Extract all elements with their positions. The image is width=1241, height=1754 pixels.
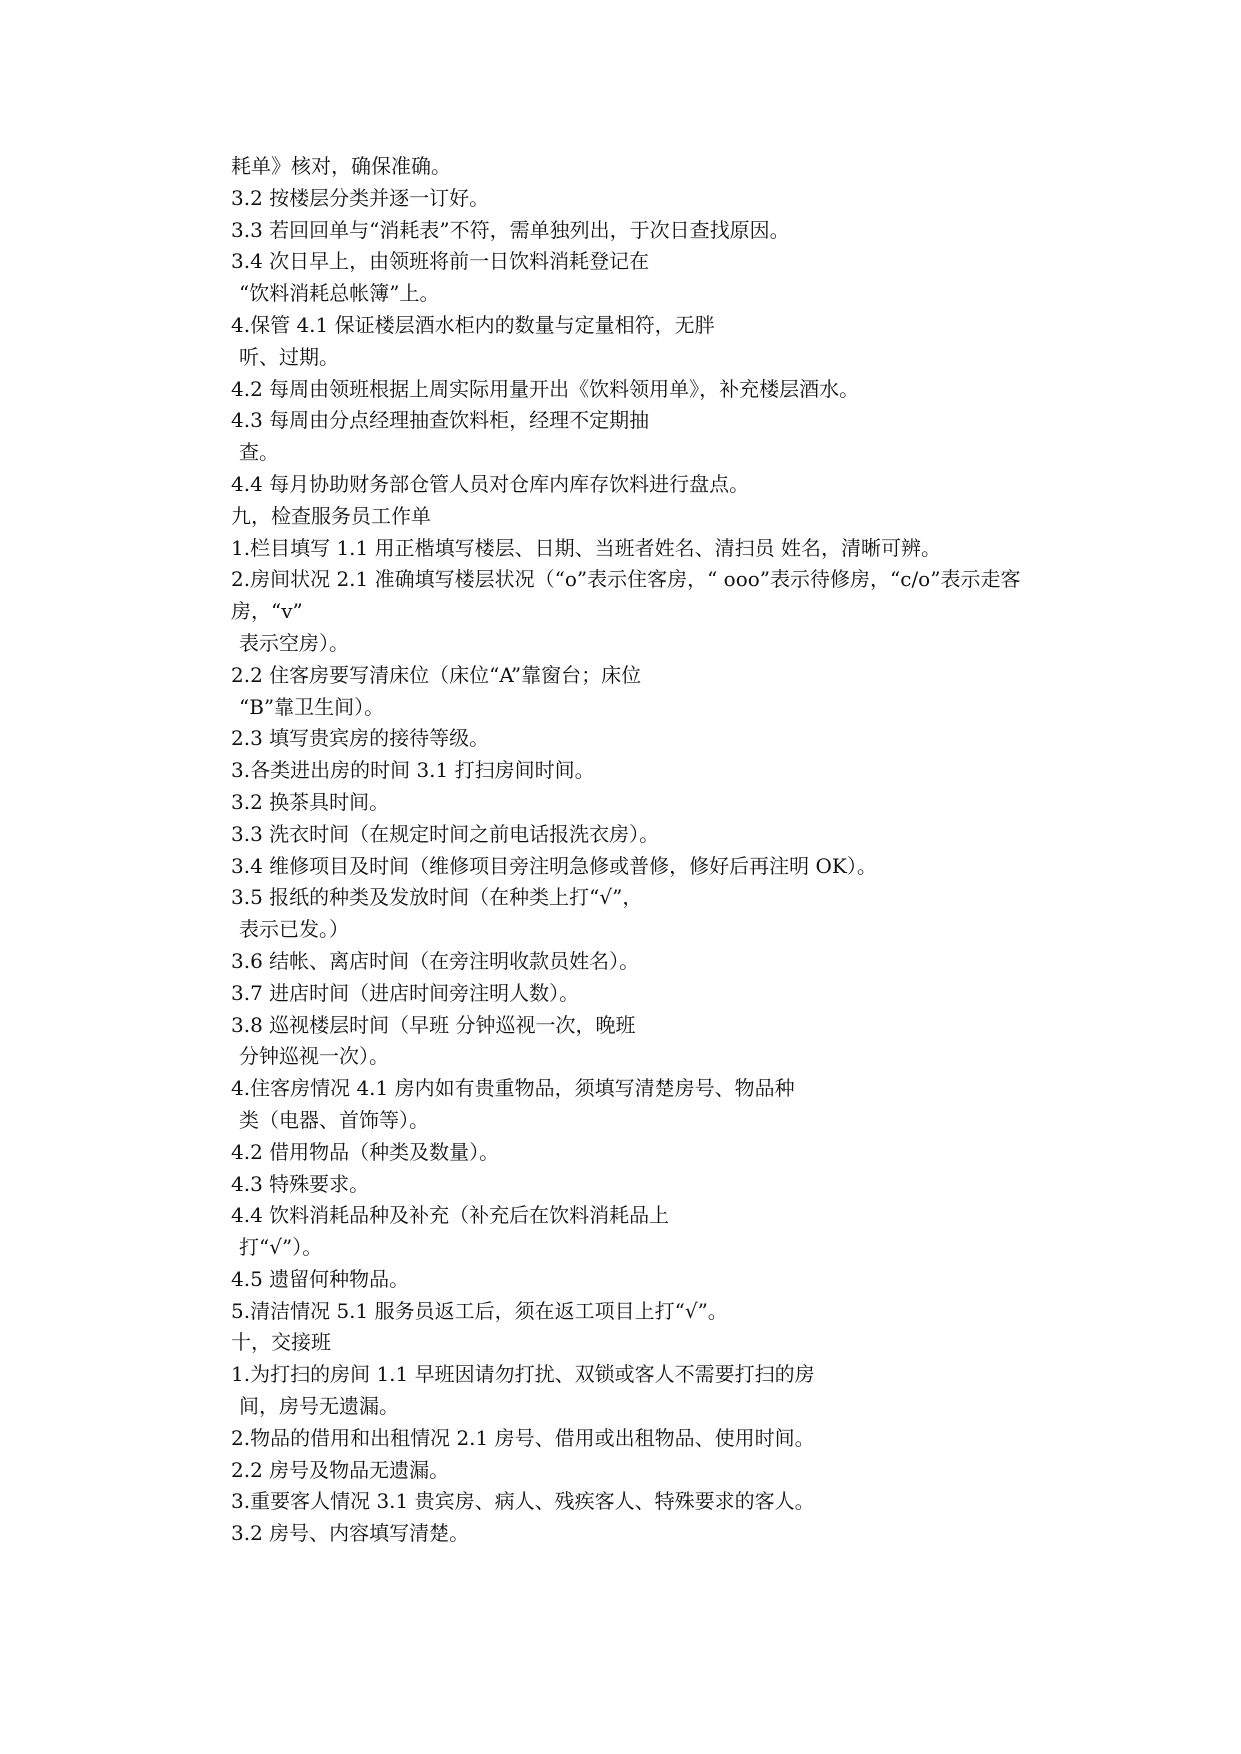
text-line: 4.2 借用物品（种类及数量）。 xyxy=(231,1139,500,1164)
text-line: “饮料消耗总帐簿”上。 xyxy=(239,281,440,306)
text-line: 3.各类进出房的时间 3.1 打扫房间时间。 xyxy=(231,758,595,783)
text-line: 4.4 每月协助财务部仓管人员对仓库内库存饮料进行盘点。 xyxy=(231,471,750,496)
text-line: 3.3 洗衣时间（在规定时间之前电话报洗衣房）。 xyxy=(231,821,660,846)
text-line: 3.3 若回回单与“消耗表”不符，需单独列出，于次日查找原因。 xyxy=(231,217,790,242)
text-line: 听、过期。 xyxy=(239,344,339,369)
text-line: 4.保管 4.1 保证楼层酒水柜内的数量与定量相符，无胖 xyxy=(231,312,715,337)
document-body xyxy=(231,151,1081,1550)
text-line: 2.3 填写贵宾房的接待等级。 xyxy=(231,726,490,751)
text-line: 3.4 维修项目及时间（维修项目旁注明急修或普修，修好后再注明 OK）。 xyxy=(231,853,877,878)
text-line: 2.房间状况 2.1 准确填写楼层状况（“o”表示住客房，“ ooo”表示待修房，“c/o”表示走客 xyxy=(231,567,1021,592)
text-line: 2.2 住客房要写清床位（床位“A”靠窗台；床位 xyxy=(231,662,642,687)
text-line: 查。 xyxy=(239,440,279,465)
text-line: 表示已发。） xyxy=(239,917,349,942)
text-line: 3.6 结帐、离店时间（在旁注明收款员姓名）。 xyxy=(231,948,640,973)
text-line: 4.4 饮料消耗品种及补充（补充后在饮料消耗品上 xyxy=(231,1203,670,1228)
text-line: 2.2 房号及物品无遗漏。 xyxy=(231,1457,450,1482)
text-line: 4.3 特殊要求。 xyxy=(231,1171,370,1196)
text-line: 2.物品的借用和出租情况 2.1 房号、借用或出租物品、使用时间。 xyxy=(231,1425,815,1450)
text-line: 3.2 按楼层分类并逐一订好。 xyxy=(231,185,490,210)
text-line: 4.2 每周由领班根据上周实际用量开出《饮料领用单》，补充楼层酒水。 xyxy=(231,376,860,401)
text-line: 3.重要客人情况 3.1 贵宾房、病人、残疾客人、特殊要求的客人。 xyxy=(231,1489,815,1514)
text-line: “B”靠卫生间）。 xyxy=(239,694,385,719)
section-heading: 十，交接班 xyxy=(231,1330,331,1355)
text-line: 打“√”）。 xyxy=(239,1235,323,1260)
text-line: 1.为打扫的房间 1.1 早班因请勿打扰、双锁或客人不需要打扫的房 xyxy=(231,1362,815,1387)
text-line: 表示空房）。 xyxy=(239,630,349,655)
text-line: 3.8 巡视楼层时间（早班 分钟巡视一次，晚班 xyxy=(231,1012,636,1037)
text-line: 3.2 换茶具时间。 xyxy=(231,789,390,814)
text-line: 4.3 每周由分点经理抽查饮料柜，经理不定期抽 xyxy=(231,408,650,433)
text-line: 类（电器、首饰等）。 xyxy=(239,1107,429,1132)
text-line: 间，房号无遗漏。 xyxy=(239,1394,399,1419)
text-line: 3.5 报纸的种类及发放时间（在种类上打“√”， xyxy=(231,885,643,910)
text-line: 3.4 次日早上，由领班将前一日饮料消耗登记在 xyxy=(231,249,650,274)
text-line: 3.2 房号、内容填写清楚。 xyxy=(231,1521,470,1546)
text-line: 耗单》核对，确保准确。 xyxy=(231,154,451,178)
text-line: 5.清洁情况 5.1 服务员返工后，须在返工项目上打“√”。 xyxy=(231,1298,728,1323)
text-line: 3.7 进店时间（进店时间旁注明人数）。 xyxy=(231,980,580,1005)
text-line: 房，“v” xyxy=(231,599,303,624)
text-line: 4.住客房情况 4.1 房内如有贵重物品，须填写清楚房号、物品种 xyxy=(231,1076,795,1101)
text-line: 1.栏目填写 1.1 用正楷填写楼层、日期、当班者姓名、清扫员 姓名，清晰可辨。 xyxy=(231,535,941,560)
text-line: 4.5 遗留何种物品。 xyxy=(231,1266,410,1291)
section-heading: 九，检查服务员工作单 xyxy=(231,503,431,528)
text-line: 分钟巡视一次）。 xyxy=(239,1044,389,1069)
